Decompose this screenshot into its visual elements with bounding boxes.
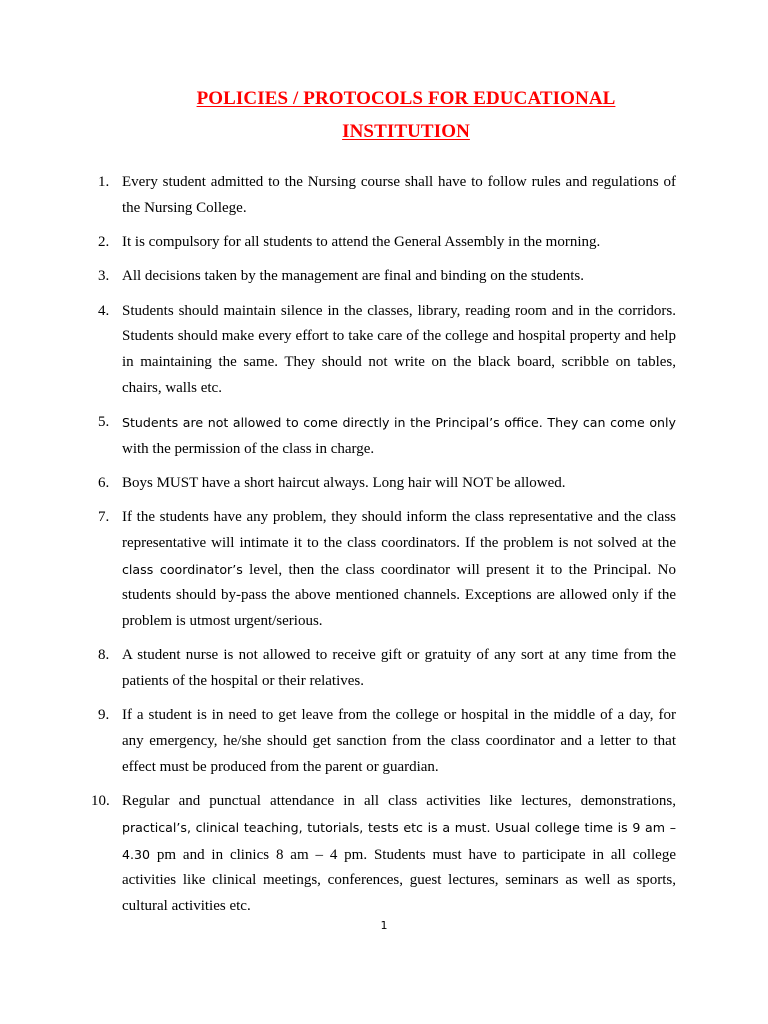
policy-item-10: [91, 789, 676, 920]
policy-number: 2.: [98, 234, 110, 250]
policy-number: 9.: [98, 707, 110, 724]
policy-item-3: [98, 264, 676, 290]
policy-text: level, then the class coordinator will present it to the Principal. No students should by-pass the above mentioned channels. Exceptions are allowed only if the problem is utmost urgent/serious.: [122, 561, 676, 630]
policy-number: 10.: [91, 793, 110, 810]
policy-text: If the students have any problem, they should inform the class representative and the class representative will intimate it to the class coordinators. If the problem is not solved at the: [122, 509, 676, 551]
policy-text: It is compulsory for all students to attend the General Assembly in the morning.: [122, 234, 601, 250]
policy-number: 4.: [98, 302, 110, 319]
policy-text: All decisions taken by the management are final and binding on the students.: [122, 268, 584, 285]
document-title-line-1: POLICIES / PROTOCOLS FOR EDUCATIONAL: [196, 88, 616, 109]
policy-text: Boys MUST have a short haircut always. Long hair will NOT be allowed.: [122, 475, 566, 491]
policy-number: 3.: [98, 268, 110, 285]
policy-text-alt-font: class coordinator’s: [122, 561, 243, 577]
policy-text: If a student is in need to get leave from the college or hospital in the middle of a day, for any emergency, he/she should get sanction from the class coordinator and a letter to that effect must be produced from the parent or guardian.: [122, 707, 676, 775]
policy-item-1: [98, 170, 676, 221]
policy-number: 7.: [98, 509, 110, 526]
policy-text: Every student admitted to the Nursing course shall have to follow rules and regulations of the Nursing College.: [122, 174, 676, 216]
policy-item-4: [98, 299, 676, 402]
policy-text: pm and in clinics 8 am – 4 pm. Students must have to participate in all college activities like clinical meetings, conferences, guest lectures, seminars as well as sports, cultural activities etc.: [122, 846, 676, 914]
policy-list: [91, 170, 676, 928]
policy-item-8: [98, 643, 676, 694]
policy-item-2: [98, 230, 676, 256]
policy-text: Students should maintain silence in the classes, library, reading room and in the corridors. Students should make every effort to take care of the college and hospital property and help in maintaining the same. They should not write on the black board, scribble on tables, chairs, walls etc.: [122, 302, 676, 396]
policy-item-6: [98, 471, 676, 497]
policy-text: with the permission of the class in charge.: [122, 440, 375, 457]
policy-number: 8.: [98, 647, 110, 664]
page-number: 1: [380, 919, 388, 932]
policy-number: 1.: [98, 174, 110, 190]
policy-text-alt-font: Students are not allowed to come directly in the Principal’s office. They can come only: [122, 415, 676, 430]
policy-item-5: [98, 410, 676, 462]
policy-number: 6.: [98, 475, 110, 491]
policy-text-alt-font: practical’s, clinical teaching, tutorials, tests etc is a must. Usual college time is 9 am – 4.30: [122, 819, 676, 862]
policy-item-7: [98, 505, 676, 635]
policy-number: 5.: [98, 414, 110, 430]
policy-text: Regular and punctual attendance in all class activities like lectures, demonstrations,: [122, 793, 676, 810]
policy-text: A student nurse is not allowed to receive gift or gratuity of any sort at any time from the patients of the hospital or their relatives.: [122, 647, 676, 690]
policy-item-9: [98, 703, 676, 780]
document-title-line-2: INSTITUTION: [342, 121, 470, 142]
